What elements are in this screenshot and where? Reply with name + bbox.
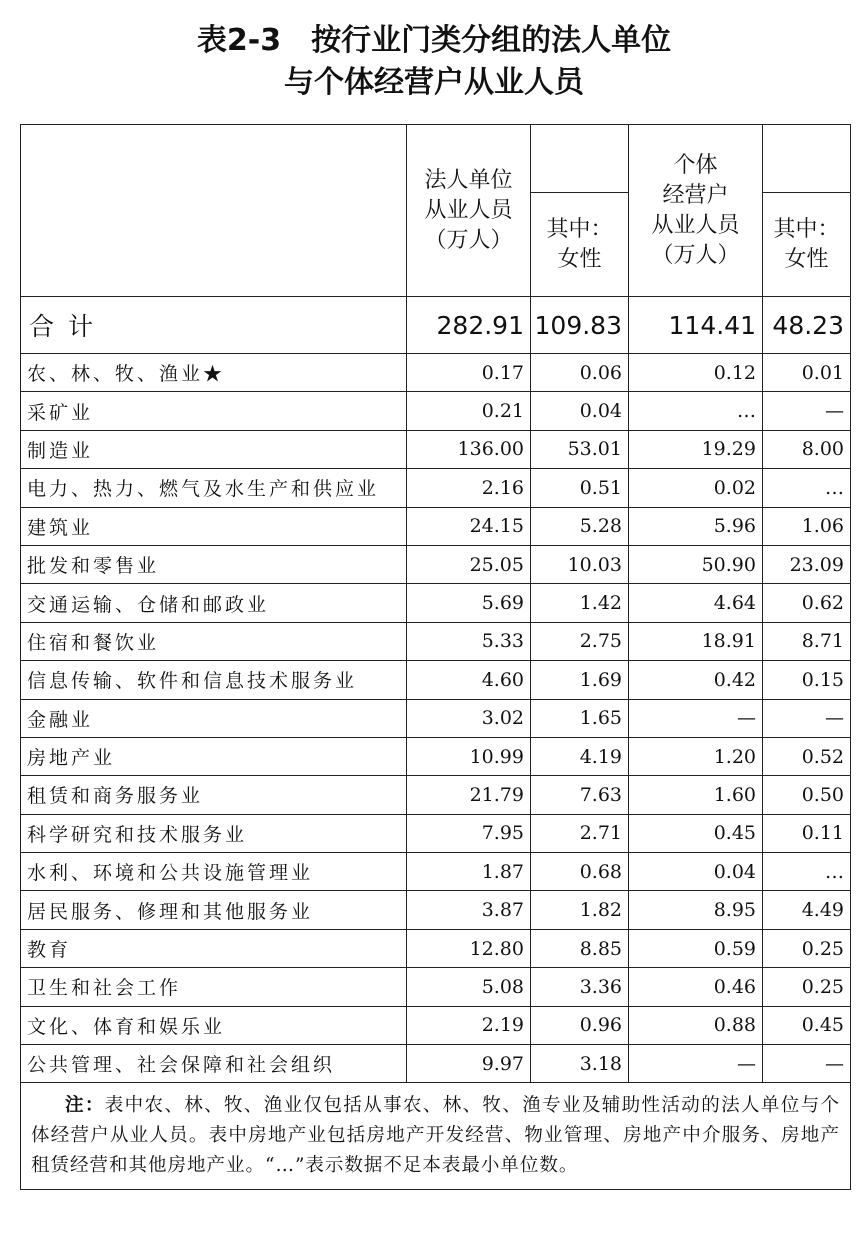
cell-individual-female: 0.50 (763, 776, 851, 814)
cell-legal-female: 10.03 (531, 545, 629, 583)
table-title-line-2: 与个体经营户从业人员 (284, 65, 584, 100)
cell-individual-female: 4.49 (763, 891, 851, 929)
cell-legal-female: 1.65 (531, 699, 629, 737)
cell-legal-persons: 24.15 (407, 507, 531, 545)
industry-label: 制造业 (21, 430, 407, 468)
table-body (21, 297, 851, 1083)
industry-label: 水利、环境和公共设施管理业 (21, 853, 407, 891)
cell-legal-persons: 136.00 (407, 430, 531, 468)
cell-legal-female: 3.36 (531, 968, 629, 1006)
note-lead: 注： (65, 1095, 105, 1117)
cell-individual: 0.04 (629, 853, 763, 891)
cell-legal-persons: 9.97 (407, 1045, 531, 1083)
table-note (21, 1083, 851, 1190)
total-row (21, 297, 851, 354)
table-row (21, 968, 851, 1006)
table-row (21, 354, 851, 392)
table-row (21, 430, 851, 468)
cell-legal-female: 0.51 (531, 469, 629, 507)
total-individual: 114.41 (629, 297, 763, 354)
table-row (21, 853, 851, 891)
cell-legal-persons: 21.79 (407, 776, 531, 814)
industry-label: 住宿和餐饮业 (21, 622, 407, 660)
industry-label: 采矿业 (21, 392, 407, 430)
note-text: 表中农、林、牧、渔业仅包括从事农、林、牧、渔专业及辅助性活动的法人单位与个体经营户从业人员。表中房地产业包括房地产开发经营、物业管理、房地产中介服务、房地产租赁经营和其他房地产业。“…”表示数据不足本表最小单位数。 (31, 1095, 840, 1177)
total-legal-persons: 282.91 (407, 297, 531, 354)
industry-label: 交通运输、仓储和邮政业 (21, 584, 407, 622)
table-header (21, 125, 851, 297)
cell-individual: 0.46 (629, 968, 763, 1006)
cell-individual: 50.90 (629, 545, 763, 583)
table-row (21, 776, 851, 814)
cell-individual-female: 0.52 (763, 737, 851, 775)
cell-individual: 0.59 (629, 929, 763, 967)
cell-legal-persons: 5.33 (407, 622, 531, 660)
industry-label: 教育 (21, 929, 407, 967)
cell-legal-persons: 12.80 (407, 929, 531, 967)
cell-legal-female: 1.69 (531, 661, 629, 699)
cell-individual: 1.60 (629, 776, 763, 814)
cell-legal-female: 0.06 (531, 354, 629, 392)
cell-individual: — (629, 699, 763, 737)
header-legal-persons: 法人单位 从业人员 （万人） (407, 125, 531, 297)
cell-legal-female: 8.85 (531, 929, 629, 967)
cell-individual: 0.02 (629, 469, 763, 507)
industry-label: 卫生和社会工作 (21, 968, 407, 1006)
industry-label: 批发和零售业 (21, 545, 407, 583)
cell-individual: 1.20 (629, 737, 763, 775)
cell-legal-female: 1.42 (531, 584, 629, 622)
cell-individual-female: 0.25 (763, 929, 851, 967)
cell-legal-persons: 5.08 (407, 968, 531, 1006)
employment-table (20, 124, 851, 1190)
cell-legal-persons: 3.02 (407, 699, 531, 737)
table-row (21, 891, 851, 929)
industry-label: 文化、体育和娱乐业 (21, 1006, 407, 1044)
total-individual-female: 48.23 (763, 297, 851, 354)
cell-legal-persons: 0.17 (407, 354, 531, 392)
cell-individual: 19.29 (629, 430, 763, 468)
cell-individual: 0.88 (629, 1006, 763, 1044)
cell-individual: 4.64 (629, 584, 763, 622)
header-individual-female-top (763, 125, 851, 193)
table-row (21, 661, 851, 699)
cell-legal-female: 4.19 (531, 737, 629, 775)
industry-label: 居民服务、修理和其他服务业 (21, 891, 407, 929)
cell-individual: … (629, 392, 763, 430)
header-legal-female: 其中： 女性 (531, 193, 629, 297)
cell-individual-female: 23.09 (763, 545, 851, 583)
cell-legal-female: 7.63 (531, 776, 629, 814)
cell-legal-persons: 5.69 (407, 584, 531, 622)
industry-label: 租赁和商务服务业 (21, 776, 407, 814)
cell-individual: 0.42 (629, 661, 763, 699)
industry-label: 科学研究和技术服务业 (21, 814, 407, 852)
cell-individual-female: 8.71 (763, 622, 851, 660)
cell-individual-female: 0.25 (763, 968, 851, 1006)
industry-label: 电力、热力、燃气及水生产和供应业 (21, 469, 407, 507)
industry-label: 建筑业 (21, 507, 407, 545)
cell-legal-female: 5.28 (531, 507, 629, 545)
cell-individual-female: 0.15 (763, 661, 851, 699)
table-row (21, 392, 851, 430)
cell-legal-female: 0.96 (531, 1006, 629, 1044)
industry-label: 农、林、牧、渔业★ (21, 354, 407, 392)
cell-individual-female: — (763, 392, 851, 430)
cell-individual: 0.45 (629, 814, 763, 852)
cell-individual-female: 0.01 (763, 354, 851, 392)
cell-individual-female: 8.00 (763, 430, 851, 468)
cell-legal-female: 1.82 (531, 891, 629, 929)
cell-individual-female: … (763, 469, 851, 507)
cell-legal-persons: 3.87 (407, 891, 531, 929)
table-row (21, 584, 851, 622)
cell-individual: 18.91 (629, 622, 763, 660)
table-title-line-1: 表2-3 按行业门类分组的法人单位 (196, 23, 672, 58)
cell-legal-persons: 4.60 (407, 661, 531, 699)
cell-individual-female: 0.62 (763, 584, 851, 622)
cell-legal-female: 0.68 (531, 853, 629, 891)
header-industry-blank (21, 125, 407, 297)
table-row (21, 929, 851, 967)
cell-individual-female: … (763, 853, 851, 891)
cell-individual: 0.12 (629, 354, 763, 392)
industry-label: 信息传输、软件和信息技术服务业 (21, 661, 407, 699)
cell-legal-persons: 7.95 (407, 814, 531, 852)
cell-individual-female: — (763, 699, 851, 737)
cell-legal-female: 2.71 (531, 814, 629, 852)
cell-legal-persons: 10.99 (407, 737, 531, 775)
cell-legal-female: 53.01 (531, 430, 629, 468)
table-row (21, 737, 851, 775)
table-row (21, 469, 851, 507)
table-row (21, 814, 851, 852)
industry-label: 公共管理、社会保障和社会组织 (21, 1045, 407, 1083)
cell-individual-female: 0.11 (763, 814, 851, 852)
header-individual-female: 其中： 女性 (763, 193, 851, 297)
cell-individual: 5.96 (629, 507, 763, 545)
cell-legal-persons: 2.16 (407, 469, 531, 507)
total-label: 合计 (21, 297, 407, 354)
total-legal-female: 109.83 (531, 297, 629, 354)
cell-individual-female: 0.45 (763, 1006, 851, 1044)
cell-individual: — (629, 1045, 763, 1083)
cell-legal-female: 2.75 (531, 622, 629, 660)
cell-individual: 8.95 (629, 891, 763, 929)
cell-individual-female: — (763, 1045, 851, 1083)
table-row (21, 699, 851, 737)
header-legal-female-top (531, 125, 629, 193)
table-row (21, 622, 851, 660)
cell-legal-female: 0.04 (531, 392, 629, 430)
cell-legal-persons: 0.21 (407, 392, 531, 430)
industry-label: 房地产业 (21, 737, 407, 775)
cell-legal-persons: 25.05 (407, 545, 531, 583)
table-row (21, 1045, 851, 1083)
industry-label: 金融业 (21, 699, 407, 737)
cell-individual-female: 1.06 (763, 507, 851, 545)
header-individual: 个体 经营户 从业人员 （万人） (629, 125, 763, 297)
table-row (21, 545, 851, 583)
table-row (21, 507, 851, 545)
table-row (21, 1006, 851, 1044)
cell-legal-persons: 2.19 (407, 1006, 531, 1044)
cell-legal-female: 3.18 (531, 1045, 629, 1083)
cell-legal-persons: 1.87 (407, 853, 531, 891)
